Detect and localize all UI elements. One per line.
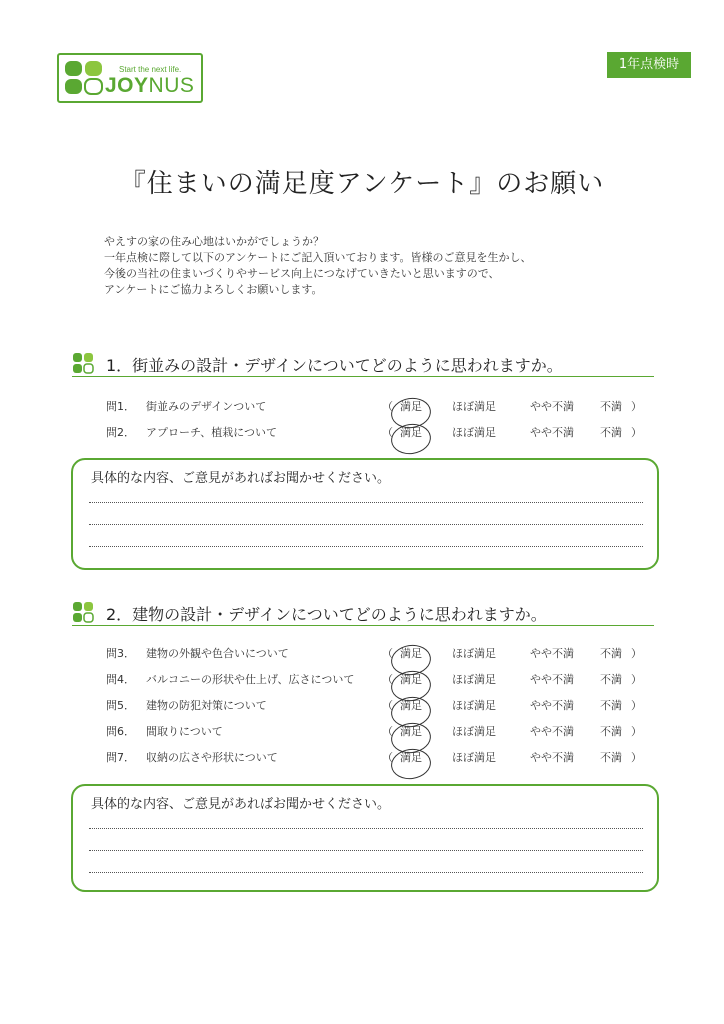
- option-somewhat-dissatisfied[interactable]: やや不満: [530, 725, 574, 738]
- option-label: 満足: [400, 725, 422, 738]
- comment-label: 具体的な内容、ご意見があればお聞かせください。: [91, 797, 391, 812]
- intro-line: アンケートにご協力よろしくお願いします。: [104, 283, 323, 296]
- intro-line: 今後の当社の住まいづくりやサービス向上につなげていきたいと思いますので、: [104, 267, 500, 280]
- dotted-line: [89, 502, 643, 503]
- option-label: 満足: [400, 673, 422, 686]
- page-title: 『住まいの満足度アンケート』のお願い: [119, 169, 605, 199]
- paren-close: ）: [631, 647, 642, 660]
- paren-close: ）: [631, 673, 642, 686]
- comment-box-2[interactable]: [71, 784, 659, 892]
- paren-open: （: [382, 725, 393, 738]
- question-number: 問3．: [106, 647, 135, 660]
- comment-box-1[interactable]: [71, 458, 659, 570]
- question-number: 問5．: [106, 699, 135, 712]
- option-label: 満足: [400, 751, 422, 764]
- paren-close: ）: [631, 699, 642, 712]
- option-somewhat-dissatisfied[interactable]: やや不満: [530, 751, 574, 764]
- option-dissatisfied[interactable]: 不満: [600, 699, 622, 712]
- option-satisfied[interactable]: [400, 424, 422, 442]
- clover-logo-icon: [64, 60, 104, 96]
- option-dissatisfied[interactable]: 不満: [600, 647, 622, 660]
- intro-text: [104, 234, 531, 298]
- logo-word-bold: JOY: [105, 74, 149, 97]
- question-text: 収納の広さや形状について: [146, 751, 278, 764]
- intro-line: やえすの家の住み心地はいかがでしょうか？: [104, 235, 324, 248]
- paren-open: （: [382, 400, 393, 413]
- comment-label: 具体的な内容、ご意見があればお聞かせください。: [91, 471, 391, 486]
- question-text: 建物の防犯対策について: [146, 699, 267, 712]
- option-mostly-satisfied[interactable]: ほぼ満足: [452, 725, 496, 738]
- option-mostly-satisfied[interactable]: ほぼ満足: [452, 647, 496, 660]
- option-mostly-satisfied[interactable]: ほぼ満足: [452, 673, 496, 686]
- selected-circle-mark: [389, 421, 433, 456]
- paren-close: ）: [631, 751, 642, 764]
- question-text: 建物の外観や色合いについて: [146, 647, 289, 660]
- option-dissatisfied[interactable]: 不満: [600, 751, 622, 764]
- question-row: [106, 723, 646, 741]
- question-text: 間取りについて: [146, 725, 223, 738]
- paren-open: （: [382, 426, 393, 439]
- option-satisfied[interactable]: [400, 697, 422, 715]
- option-label: 満足: [400, 699, 422, 712]
- option-satisfied[interactable]: [400, 671, 422, 689]
- dotted-line: [89, 850, 643, 851]
- question-row: [106, 645, 646, 663]
- option-somewhat-dissatisfied[interactable]: やや不満: [530, 647, 574, 660]
- joynus-logo: [57, 53, 203, 103]
- paren-open: （: [382, 699, 393, 712]
- option-somewhat-dissatisfied[interactable]: やや不満: [530, 426, 574, 439]
- option-dissatisfied[interactable]: 不満: [600, 725, 622, 738]
- logo-word-thin: NUS: [148, 74, 195, 97]
- inspection-badge: 1年点検時: [607, 52, 691, 78]
- option-mostly-satisfied[interactable]: ほぼ満足: [452, 751, 496, 764]
- option-satisfied[interactable]: [400, 723, 422, 741]
- paren-open: （: [382, 647, 393, 660]
- logo-tagline: Start the next life.: [119, 65, 182, 74]
- question-number: 問4．: [106, 673, 135, 686]
- section-2-header: [72, 599, 654, 626]
- option-somewhat-dissatisfied[interactable]: やや不満: [530, 400, 574, 413]
- paren-close: ）: [631, 426, 642, 439]
- intro-line: 一年点検に際して以下のアンケートにご記入頂いております。皆様のご意見を生かし、: [104, 251, 532, 264]
- question-number: 問1．: [106, 400, 135, 413]
- section-1-header: [72, 350, 654, 377]
- clover-bullet-icon: [72, 352, 94, 374]
- dotted-line: [89, 546, 643, 547]
- option-dissatisfied[interactable]: 不満: [600, 400, 622, 413]
- section-1-title: 1．街並みの設計・デザインについてどのように思われますか。: [106, 356, 563, 375]
- selected-circle-mark: [389, 746, 433, 781]
- question-row: [106, 671, 646, 689]
- paren-open: （: [382, 751, 393, 764]
- question-text: 街並みのデザインついて: [146, 400, 267, 413]
- paren-close: ）: [631, 400, 642, 413]
- option-somewhat-dissatisfied[interactable]: やや不満: [530, 673, 574, 686]
- option-mostly-satisfied[interactable]: ほぼ満足: [452, 400, 496, 413]
- question-row: [106, 398, 646, 416]
- option-mostly-satisfied[interactable]: ほぼ満足: [452, 426, 496, 439]
- option-label: 満足: [400, 400, 422, 413]
- question-number: 問6．: [106, 725, 135, 738]
- question-row: [106, 749, 646, 767]
- option-dissatisfied[interactable]: 不満: [600, 673, 622, 686]
- option-label: 満足: [400, 647, 422, 660]
- question-text: アプローチ、植栽について: [146, 426, 278, 439]
- question-number: 問2．: [106, 426, 135, 439]
- option-somewhat-dissatisfied[interactable]: やや不満: [530, 699, 574, 712]
- logo-wordmark: [105, 74, 194, 98]
- question-row: [106, 697, 646, 715]
- option-satisfied[interactable]: [400, 749, 422, 767]
- option-mostly-satisfied[interactable]: ほぼ満足: [452, 699, 496, 712]
- dotted-line: [89, 828, 643, 829]
- question-text: バルコニーの形状や仕上げ、広さについて: [146, 673, 355, 686]
- option-satisfied[interactable]: [400, 645, 422, 663]
- option-label: 満足: [400, 426, 422, 439]
- question-number: 問7．: [106, 751, 135, 764]
- option-satisfied[interactable]: [400, 398, 422, 416]
- question-row: [106, 424, 646, 442]
- option-dissatisfied[interactable]: 不満: [600, 426, 622, 439]
- section-2-title: 2．建物の設計・デザインについてどのように思われますか。: [106, 605, 547, 624]
- paren-close: ）: [631, 725, 642, 738]
- paren-open: （: [382, 673, 393, 686]
- dotted-line: [89, 872, 643, 873]
- clover-bullet-icon: [72, 601, 94, 623]
- dotted-line: [89, 524, 643, 525]
